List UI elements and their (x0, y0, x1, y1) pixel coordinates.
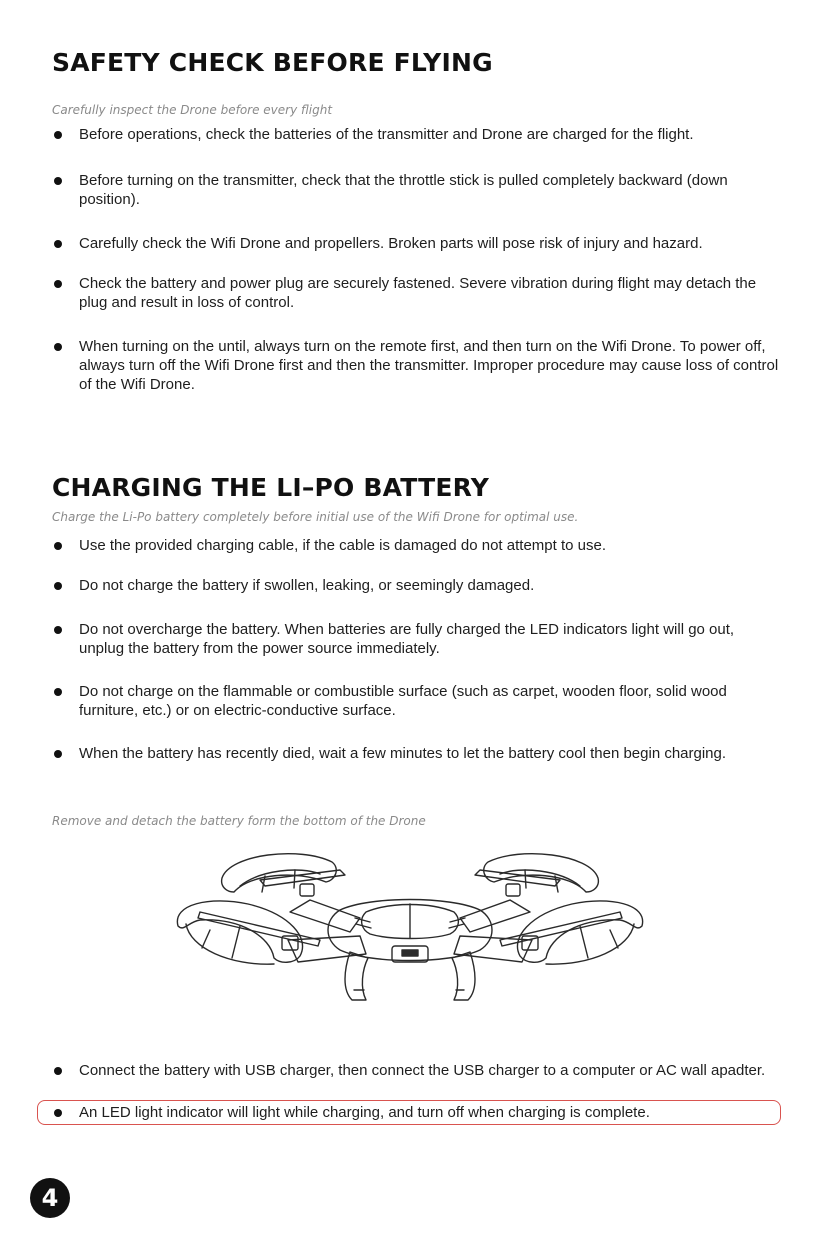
safety-subtitle: Carefully inspect the Drone before every flight (52, 103, 333, 117)
list-item-text: Check the battery and power plug are securely fastened. Severe vibration during flight may detach the plug and result in loss of control. (79, 275, 757, 311)
list-item-text: Do not charge on the flammable or combustible surface (such as carpet, wooden floor, solid wood furniture, etc.) or on electric-conductive surface. (79, 683, 727, 719)
list-item (52, 536, 780, 555)
bullet-icon (54, 750, 62, 758)
list-item-text: Do not overcharge the battery. When batteries are fully charged the LED indicators light will go out, unplug the battery from the power source immediately. (79, 621, 735, 657)
list-item (52, 620, 780, 658)
list-item (52, 744, 780, 763)
list-item-text: Use the provided charging cable, if the cable is damaged do not attempt to use. (79, 537, 606, 554)
bullet-icon (54, 343, 62, 351)
bullet-icon (54, 626, 62, 634)
list-item-text: Before turning on the transmitter, check that the throttle stick is pulled completely backward (down position). (79, 172, 728, 208)
bullet-icon (54, 240, 62, 248)
list-item (52, 1061, 780, 1080)
bullet-icon (54, 131, 62, 139)
list-item (52, 125, 780, 144)
list-item-text: An LED light indicator will light while charging, and turn off when charging is complete. (79, 1104, 650, 1121)
list-item (52, 1103, 780, 1122)
list-item-text: Before operations, check the batteries of the transmitter and Drone are charged for the flight. (79, 126, 694, 143)
charging-heading: CHARGING THE LI–PO BATTERY (52, 473, 490, 502)
bullet-icon (54, 1067, 62, 1075)
list-item-text: When turning on the until, always turn on the remote first, and then turn on the Wifi Drone. To power off, always turn off the Wifi Drone first and then the transmitter. Improper procedure may cause loss of control of the Wifi Drone. (79, 338, 779, 393)
figure-caption: Remove and detach the battery form the bottom of the Drone (52, 814, 426, 828)
bullet-icon (54, 688, 62, 696)
list-item (52, 171, 780, 209)
list-item (52, 337, 780, 394)
safety-heading: SAFETY CHECK BEFORE FLYING (52, 48, 493, 77)
list-item-text: When the battery has recently died, wait a few minutes to let the battery cool then begin charging. (79, 745, 727, 762)
list-item (52, 682, 780, 720)
bullet-icon (54, 1109, 62, 1117)
list-item-text: Do not charge the battery if swollen, leaking, or seemingly damaged. (79, 577, 535, 594)
bullet-icon (54, 582, 62, 590)
bullet-icon (54, 280, 62, 288)
page-number: 4 (30, 1178, 70, 1218)
list-item (52, 576, 780, 595)
bullet-icon (54, 177, 62, 185)
list-item-text: Connect the battery with USB charger, then connect the USB charger to a computer or AC wall apadter. (79, 1062, 766, 1079)
bullet-icon (54, 542, 62, 550)
drone-illustration (170, 840, 650, 1010)
list-item (52, 234, 780, 253)
charging-subtitle: Charge the Li-Po battery completely before initial use of the Wifi Drone for optimal use. (52, 510, 579, 524)
list-item (52, 274, 780, 312)
list-item-text: Carefully check the Wifi Drone and propellers. Broken parts will pose risk of injury and hazard. (79, 235, 703, 252)
